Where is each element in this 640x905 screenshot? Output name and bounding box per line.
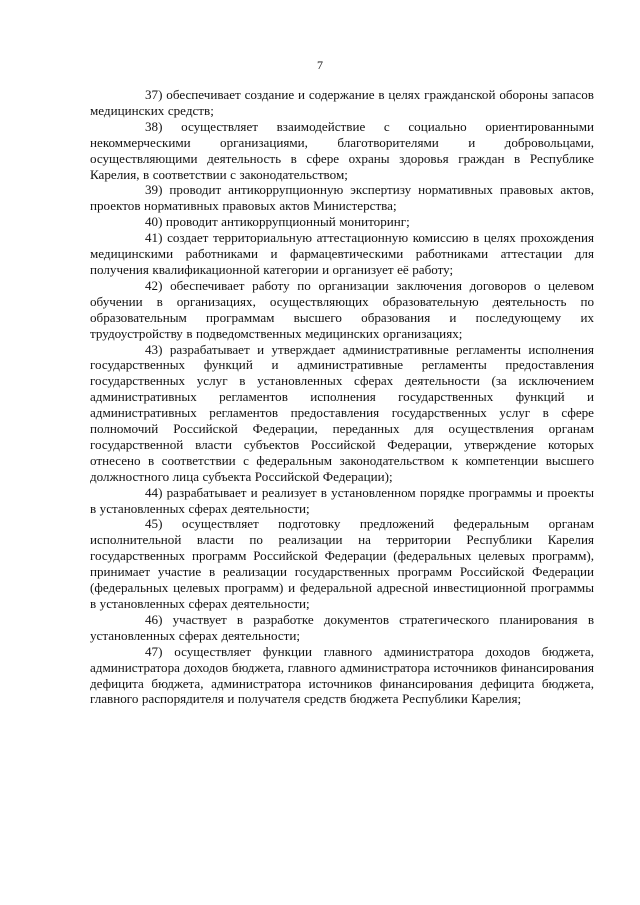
paragraph-item-37: 37) обеспечивает создание и содержание в целях гражданской обороны запасов медицинских средств; [90,87,594,118]
paragraph-item-44: 44) разрабатывает и реализует в установленном порядке программы и проекты в установленных сферах деятельности; [90,484,594,516]
paragraph-item-43: 43) разрабатывает и утверждает административные регламенты исполнения государственных функций и административные регламенты предоставления государственных услуг в установленных сферах деятельности (за исключением административных регламентов исполнения государственных функций и административных регламентов предоставления государственных услуг в сфере полномочий Российской Федерации, переданных для осуществления органам государственной власти субъектов Российской Федерации, утверждение которых отнесено в соответствии с федеральным законодательством к компетенции высшего должностного лица субъекта Российской Федерации); [90,341,594,484]
paragraph-item-40: 40) проводит антикоррупционный мониторинг; [145,214,410,230]
paragraph-item-38: 38) осуществляет взаимодействие с социально ориентированными некоммерческими организациями, благотворителями и добровольцами, осуществляющими деятельность в сфере охраны здоровья граждан в Республике Карелия, в соответствии с законодательством; [90,118,594,182]
paragraph-item-41: 41) создает территориальную аттестационную комиссию в целях прохождения медицинскими работниками и фармацевтическими работниками аттестации для получения квалификационной категории и организует её работу; [90,230,594,277]
paragraph-item-42: 42) обеспечивает работу по организации заключения договоров о целевом обучении в организациях, осуществляющих образовательную деятельность по образовательным программам высшего образования и последующему их трудоустройству в подведомственных медицинских организациях; [90,277,594,341]
paragraph-item-46: 46) участвует в разработке документов стратегического планирования в установленных сферах деятельности; [90,611,594,643]
paragraph-item-45: 45) осуществляет подготовку предложений федеральным органам исполнительной власти по реализации на территории Республики Карелия государственных программ Российской Федерации (федеральных целевых программ), принимает участие в реализации государственных программ Российской Федерации (федеральных целевых программ) и федеральной адресной инвестиционной программы в установленных сферах деятельности; [90,516,594,611]
page-number: 7 [317,58,323,72]
paragraph-item-47: 47) осуществляет функции главного администратора доходов бюджета, администратора доходов бюджета, главного администратора источников финансирования дефицита бюджета, администратора источников финансирования дефицита бюджета, главного распорядителя и получателя средств бюджета Республики Карелия; [90,643,594,707]
document-body [90,87,594,707]
paragraph-item-39: 39) проводит антикоррупционную экспертизу нормативных правовых актов, проектов нормативных правовых актов Министерства; [90,182,594,214]
